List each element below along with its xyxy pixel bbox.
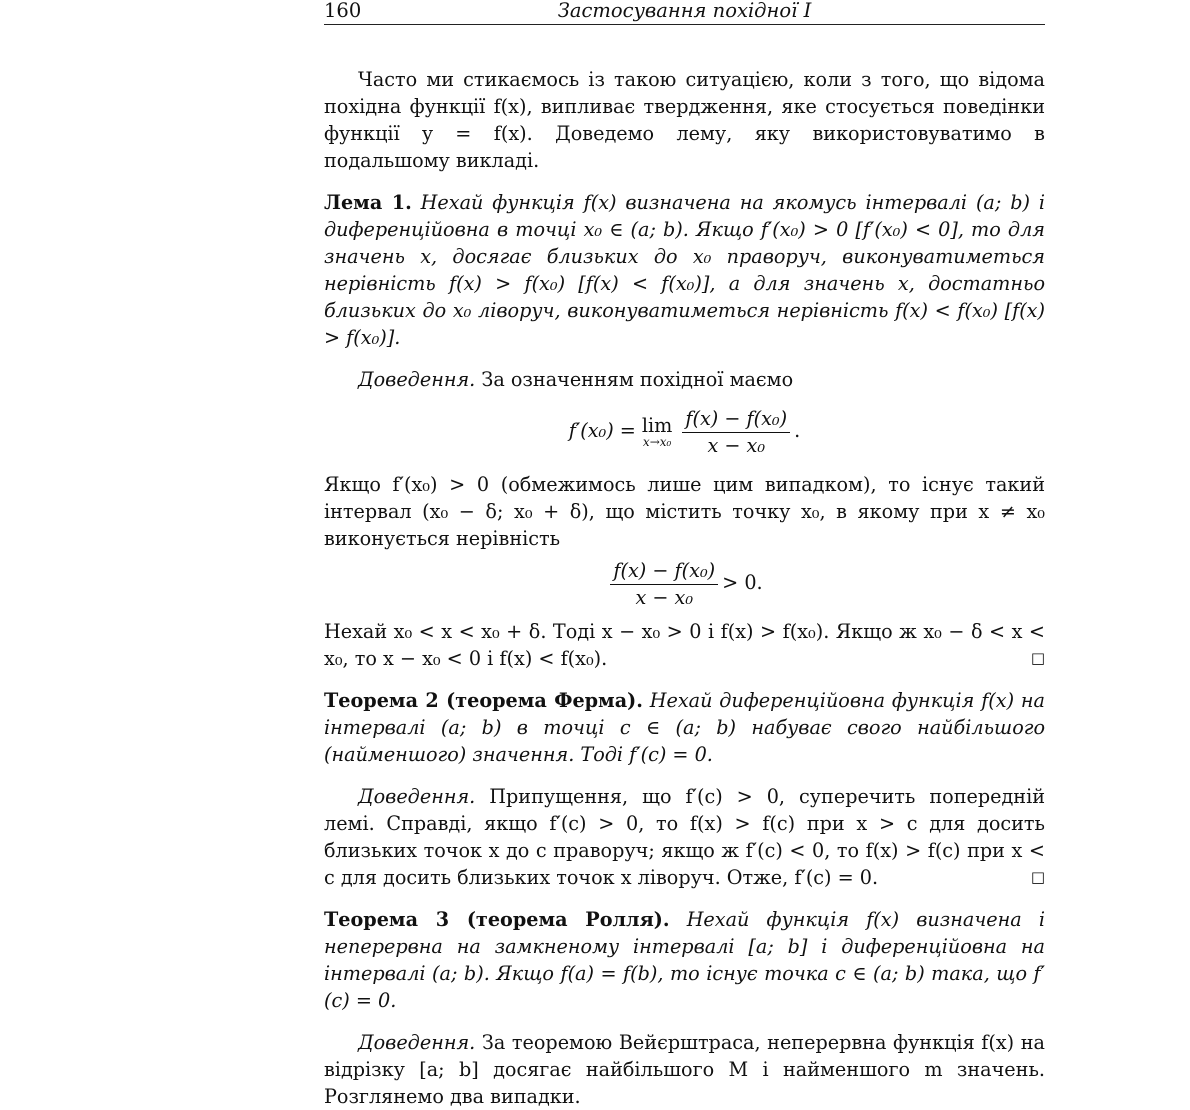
proof-3 xyxy=(324,1029,1045,1110)
formula-1-lhs: f′(x₀) = xyxy=(568,419,636,442)
formula-1-limit xyxy=(642,416,672,448)
proof-1-text-2: Якщо f′(x₀) > 0 (обмежимось лише цим випадком), то існує такий інтервал (x₀ − δ; x₀ + δ), що містить точку x₀, в якому при x ≠ x₀ виконується нерівність xyxy=(324,473,1045,550)
proof-1-label: Доведення. xyxy=(358,368,476,391)
formula-1-lim: lim xyxy=(641,414,673,437)
theorem-3-label: Теорема 3 (теорема Ролля). xyxy=(324,908,670,931)
formula-1-lim-sub: x→x₀ xyxy=(642,435,672,449)
proof-2-label: Доведення. xyxy=(358,785,476,808)
formula-1-numerator: f(x) − f(x₀) xyxy=(682,406,790,433)
formula-1-end: . xyxy=(794,419,801,442)
proof-1-intro xyxy=(324,366,1045,393)
theorem-2 xyxy=(324,687,1045,768)
proof-2 xyxy=(324,783,1045,891)
theorem-3-statement: Нехай функція f(x) визначена і неперервна на замкненому інтервалі [a; b] і диференційовна на інтервалі (a; b). Якщо f(a) = f(b), то існує точка c ∈ (a; b) така, що f′(c) = 0. xyxy=(324,908,1045,1012)
formula-1-fraction xyxy=(682,406,790,459)
running-title: Застосування похідної I xyxy=(557,0,812,22)
theorem-2-statement: Нехай диференційовна функція f(x) на інтервалі (a; b) в точці c ∈ (a; b) набуває свого найбільшого (найменшого) значення. Тоді f′(c) = 0. xyxy=(324,689,1045,766)
proof-3-label: Доведення. xyxy=(358,1031,476,1054)
lemma-1-statement: Нехай функція f(x) визначена на якомусь інтервалі (a; b) і диференційовна в точці x₀ ∈ (a; b). Якщо f′(x₀) > 0 [f′(x₀) < 0], то для значень x, досягає близьких до x₀ праворуч, виконуватиметься нерівність f(x) > f(x₀) [f(x) < f(x₀)], а для значень x, достатньо близьких до x₀ ліворуч, виконуватиметься нерівність f(x) < f(x₀) [f(x) > f(x₀)]. xyxy=(324,191,1045,349)
proof-1-text-3 xyxy=(324,618,1045,672)
proof-3-text: За теоремою Вейєрштраса, неперервна функція f(x) на відрізку [a; b] досягає найбільшого M і найменшого m значень. Розглянемо два випадки. xyxy=(324,1031,1045,1108)
qed-symbol: □ xyxy=(1030,868,1045,886)
proof-1-text-1: За означенням похідної маємо xyxy=(481,368,794,391)
proof-2-text: Припущення, що f′(c) > 0, суперечить попередній лемі. Справді, якщо f′(c) > 0, то f(x) > f(c) при x > c для досить близьких точок x до c праворуч; якщо ж f′(c) < 0, то f(x) > f(c) при x < c для досить близьких точок x ліворуч. Отже, f′(c) = 0. xyxy=(324,785,1046,889)
theorem-3 xyxy=(324,906,1045,1014)
formula-2-rhs: > 0. xyxy=(722,571,763,594)
formula-2-denominator: x − x₀ xyxy=(635,585,694,609)
formula-difference-quotient xyxy=(324,554,1045,612)
running-header xyxy=(324,0,1045,25)
document-page xyxy=(324,0,1045,1110)
formula-2-numerator: f(x) − f(x₀) xyxy=(610,558,718,585)
proof-1-text-3-body: Нехай x₀ < x < x₀ + δ. Тоді x − x₀ > 0 і f(x) > f(x₀). Якщо ж x₀ − δ < x < x₀, то x − x₀ < 0 і f(x) < f(x₀). xyxy=(324,620,1045,670)
lemma-1 xyxy=(324,189,1045,351)
page-number: 160 xyxy=(324,0,362,22)
theorem-2-label: Теорема 2 (теорема Ферма). xyxy=(324,689,643,712)
qed-symbol: □ xyxy=(1030,649,1045,667)
formula-2-fraction xyxy=(610,558,718,611)
intro-paragraph: Часто ми стикаємось із такою ситуацією, коли з того, що відома похідна функції f(x), випливає твердження, яке стосується поведінки функції y = f(x). Доведемо лему, яку використовуватимо в подальшому викладі. xyxy=(324,68,1045,172)
lemma-1-label: Лема 1. xyxy=(324,191,412,214)
formula-derivative-definition xyxy=(324,403,1045,459)
formula-1-denominator: x − x₀ xyxy=(707,433,766,457)
